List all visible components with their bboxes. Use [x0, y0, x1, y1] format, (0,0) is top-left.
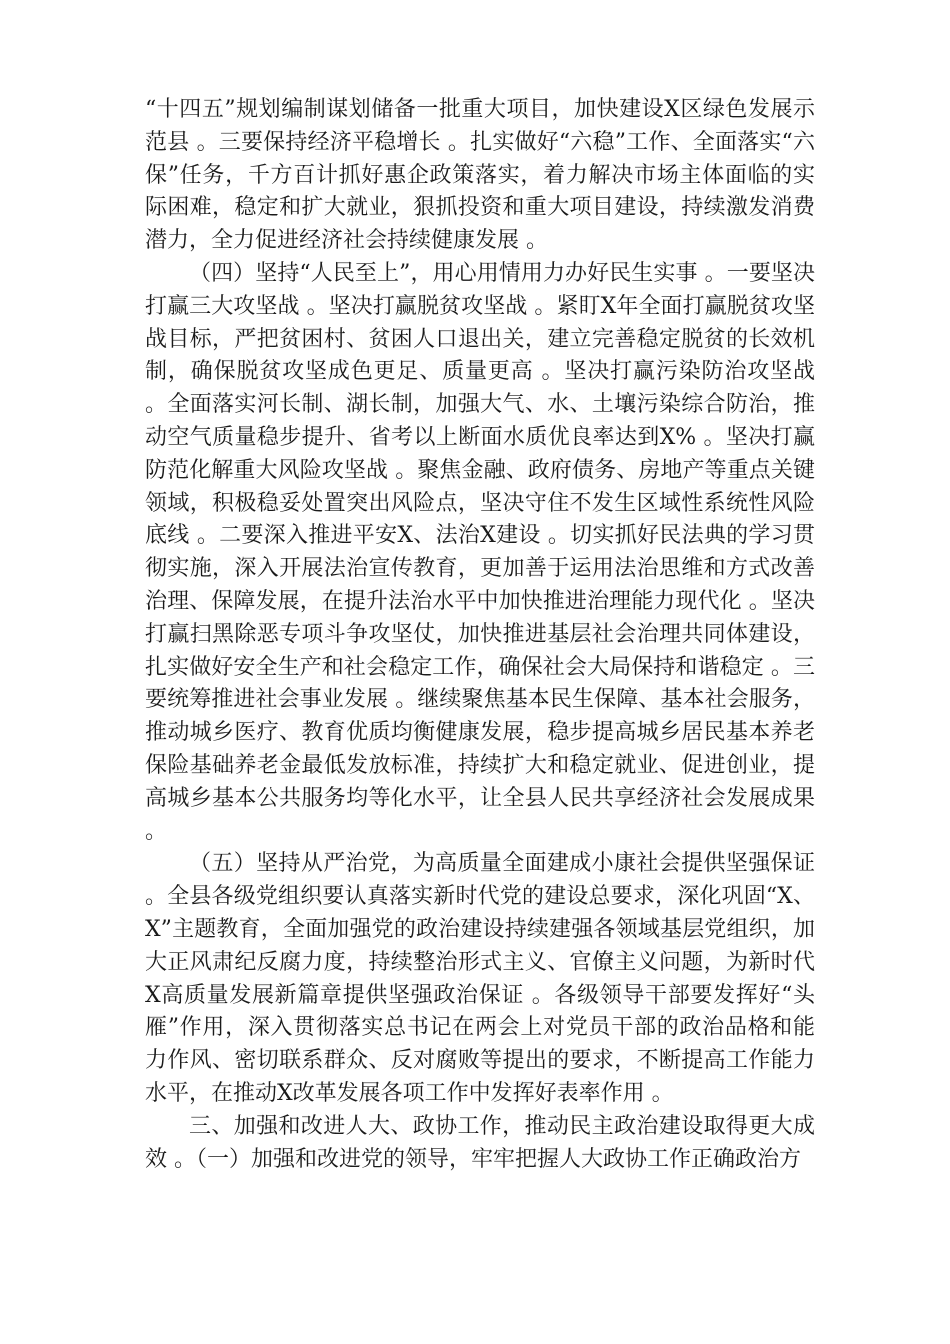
paragraph-party-discipline: （五）坚持从严治党，为高质量全面建成小康社会提供坚强保证 。全县各级党组织要认真落实新时代党的建设总要求，深化巩固“X、X”主题教育，全面加强党的政治建设持续建强各领域基层党组织，加大正风肃纪反腐力度，持续整治形式主义、官僚主义问题，为新时代X高质量发展新篇章提供坚强政治保证 。各级领导干部要发挥好“头雁”作用，深入贯彻落实总书记在两会上对党员干部的政治品格和能力作风、密切联系群众、反对腐败等提出的要求，不断提高工作能力水平，在推动X改革发展各项工作中发挥好表率作用 。 — [145, 851, 815, 1106]
paragraph-peoples-livelihood: （四）坚持“人民至上”，用心用情用力办好民生实事 。一要坚决打赢三大攻坚战 。坚决打赢脱贫攻坚战 。紧盯X年全面打赢脱贫攻坚战目标，严把贫困村、贫困人口退出关，建立完善稳定脱贫的长效机制，确保脱贫攻坚成色更足、质量更高 。坚决打赢污染防治攻坚战 。全面落实河长制、湖长制，加强大气、水、土壤污染综合防治，推动空气质量稳步提升、省考以上断面水质优良率达到X% 。坚决打赢防范化解重大风险攻坚战 。聚焦金融、政府债务、房地产等重点关键领域，积极稳妥处置突出风险点，坚决守住不发生区域性系统性风险底线 。二要深入推进平安X、法治X建设 。切实抓好民法典的学习贯彻实施，深入开展法治宣传教育，更加善于运用法治思维和方式改善治理、保障发展，在提升法治水平中加快推进治理能力现代化 。坚决打赢扫黑除恶专项斗争攻坚仗，加快推进基层社会治理共同体建设，扎实做好安全生产和社会稳定工作，确保社会大局保持和谐稳定 。三要统筹推进社会事业发展 。继续聚焦基本民生保障、基本社会服务，推动城乡医疗、教育优质均衡健康发展，稳步提高城乡居民基本养老保险基础养老金最低发放标准，持续扩大和稳定就业、促进创业，提高城乡基本公共服务均等化水平，让全县人民共享经济社会发展成果 。 — [145, 260, 815, 844]
document-body — [145, 94, 815, 1176]
paragraph-project-planning: “十四五”规划编制谋划储备一批重大项目，加快建设X区绿色发展示范县 。三要保持经济平稳增长 。扎实做好“六稳”工作、全面落实“六保”任务，千方百计抓好惠企政策落实，着力解决市场主体面临的实际困难，稳定和扩大就业，狠抓投资和重大项目建设，持续激发消费潜力，全力促进经济社会持续健康发展 。 — [145, 97, 815, 254]
paragraph-peoples-congress: 三、加强和改进人大、政协工作，推动民主政治建设取得更大成效 。（一）加强和改进党的领导，牢牢把握人大政协工作正确政治方 — [145, 1113, 815, 1172]
